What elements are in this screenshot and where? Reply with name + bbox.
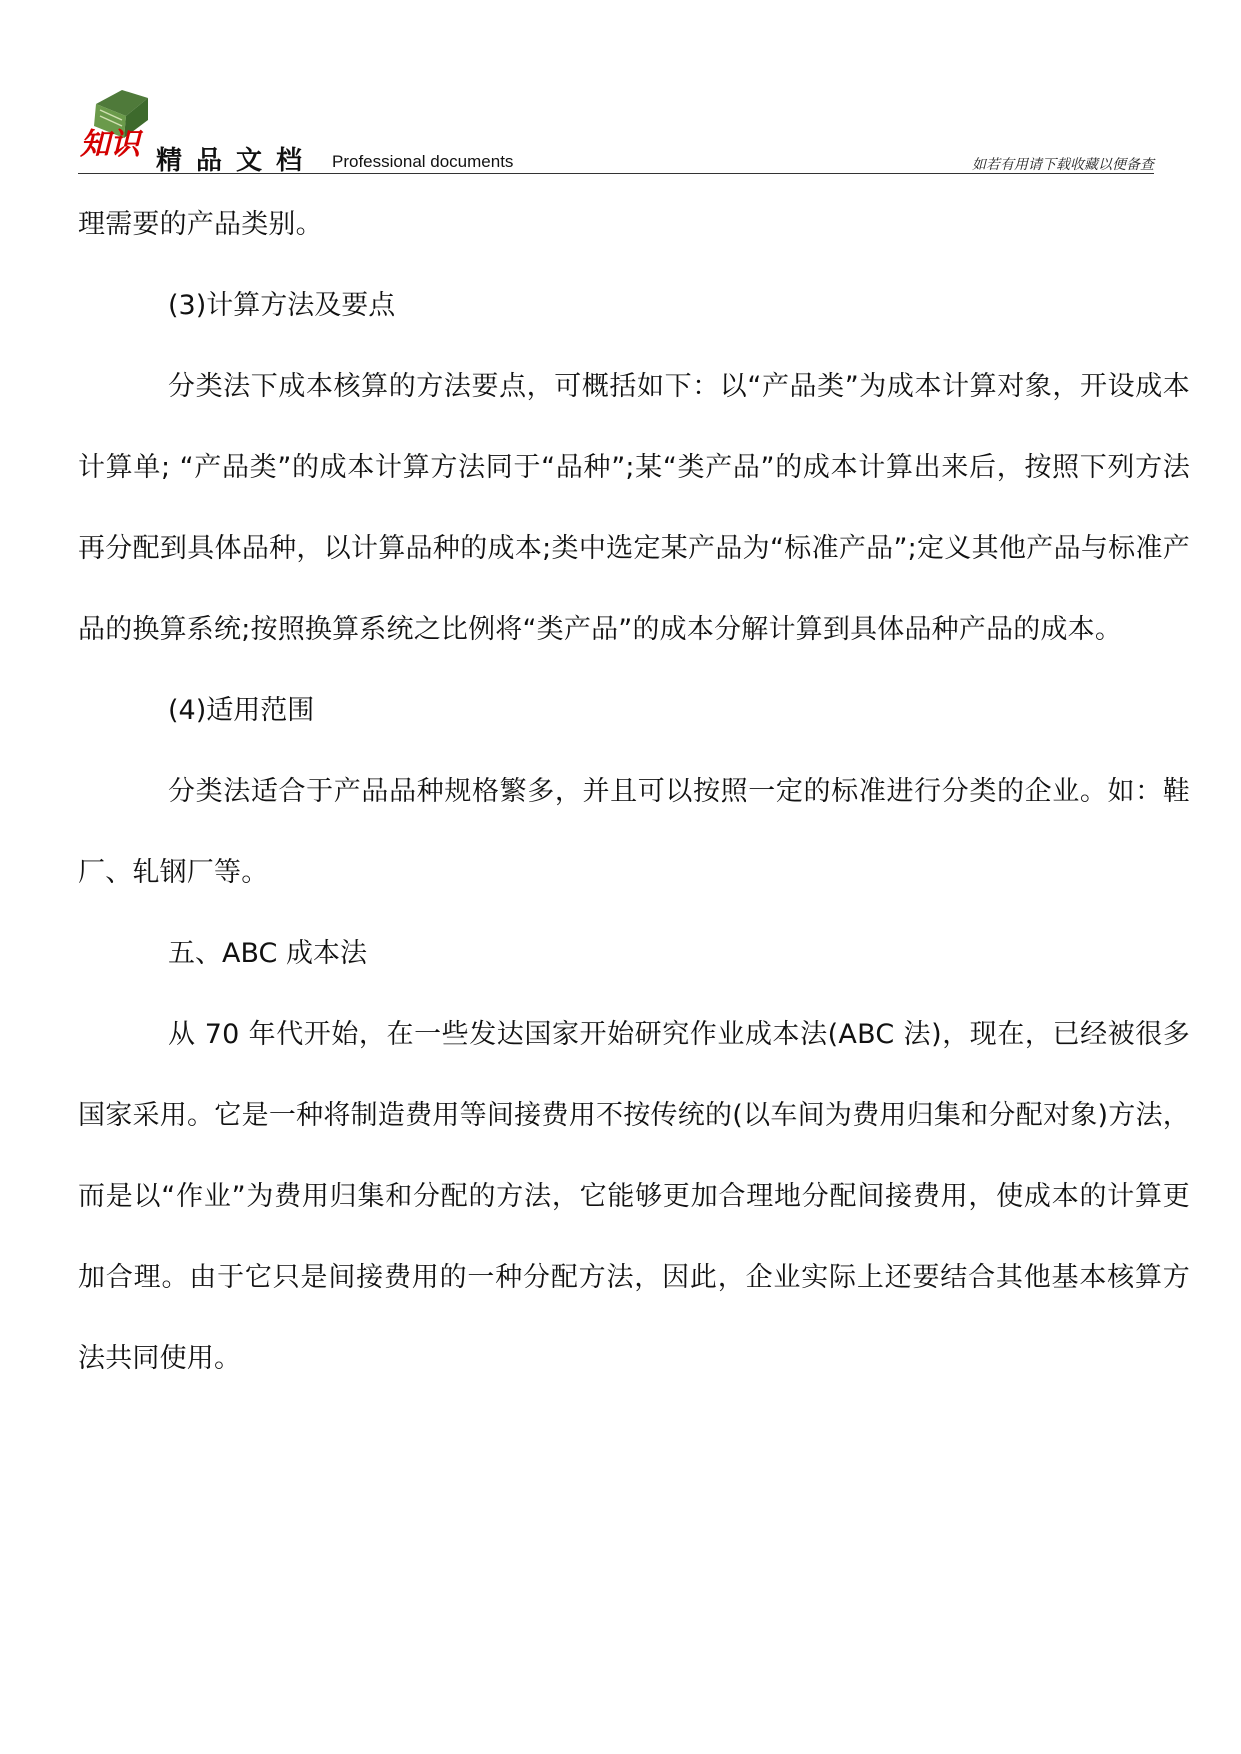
page-header bbox=[78, 86, 1154, 176]
brand-title: 精品文档 bbox=[156, 146, 317, 176]
header-divider bbox=[78, 173, 1154, 174]
section-heading-abc: 五、ABC 成本法 bbox=[168, 938, 367, 969]
paragraph-scope: 分类法适合于产品品种规格繁多，并且可以按照一定的标准进行分类的企业。如：鞋厂、轧钢厂等。 bbox=[78, 776, 1190, 888]
logo-lettering: 知识 bbox=[80, 127, 140, 162]
paragraph-abc: 从 70 年代开始，在一些发达国家开始研究作业成本法(ABC 法)，现在，已经被很多国家采用。它是一种将制造费用等间接费用不按传统的(以车间为费用归集和分配对象)方法，而是以“作业”为费用归集和分配的方法，它能够更加合理地分配间接费用，使成本的计算更加合理。由于它只是间接费用的一种分配方法，因此，企业实际上还要结合其他基本核算方法共同使用。 bbox=[78, 1019, 1190, 1374]
logo-icon bbox=[78, 86, 162, 174]
section-heading-4: (4)适用范围 bbox=[168, 695, 315, 726]
brand-subtitle: Professional documents bbox=[332, 152, 514, 171]
header-note: 如若有用请下载收藏以便备查 bbox=[972, 157, 1154, 173]
paragraph-method: 分类法下成本核算的方法要点，可概括如下：以“产品类”为成本计算对象，开设成本计算单; “产品类”的成本计算方法同于“品种”;某“类产品”的成本计算出来后，按照下列方法再分配到具体品种，以计算品种的成本;类中选定某产品为“标准产品”;定义其他产品与标准产品的换算系统;按照换算系统之比例将“类产品”的成本分解计算到具体品种产品的成本。 bbox=[78, 371, 1190, 645]
paragraph-continued: 理需要的产品类别。 bbox=[78, 209, 323, 240]
document-body bbox=[78, 184, 1190, 1399]
section-heading-3: (3)计算方法及要点 bbox=[168, 290, 396, 321]
